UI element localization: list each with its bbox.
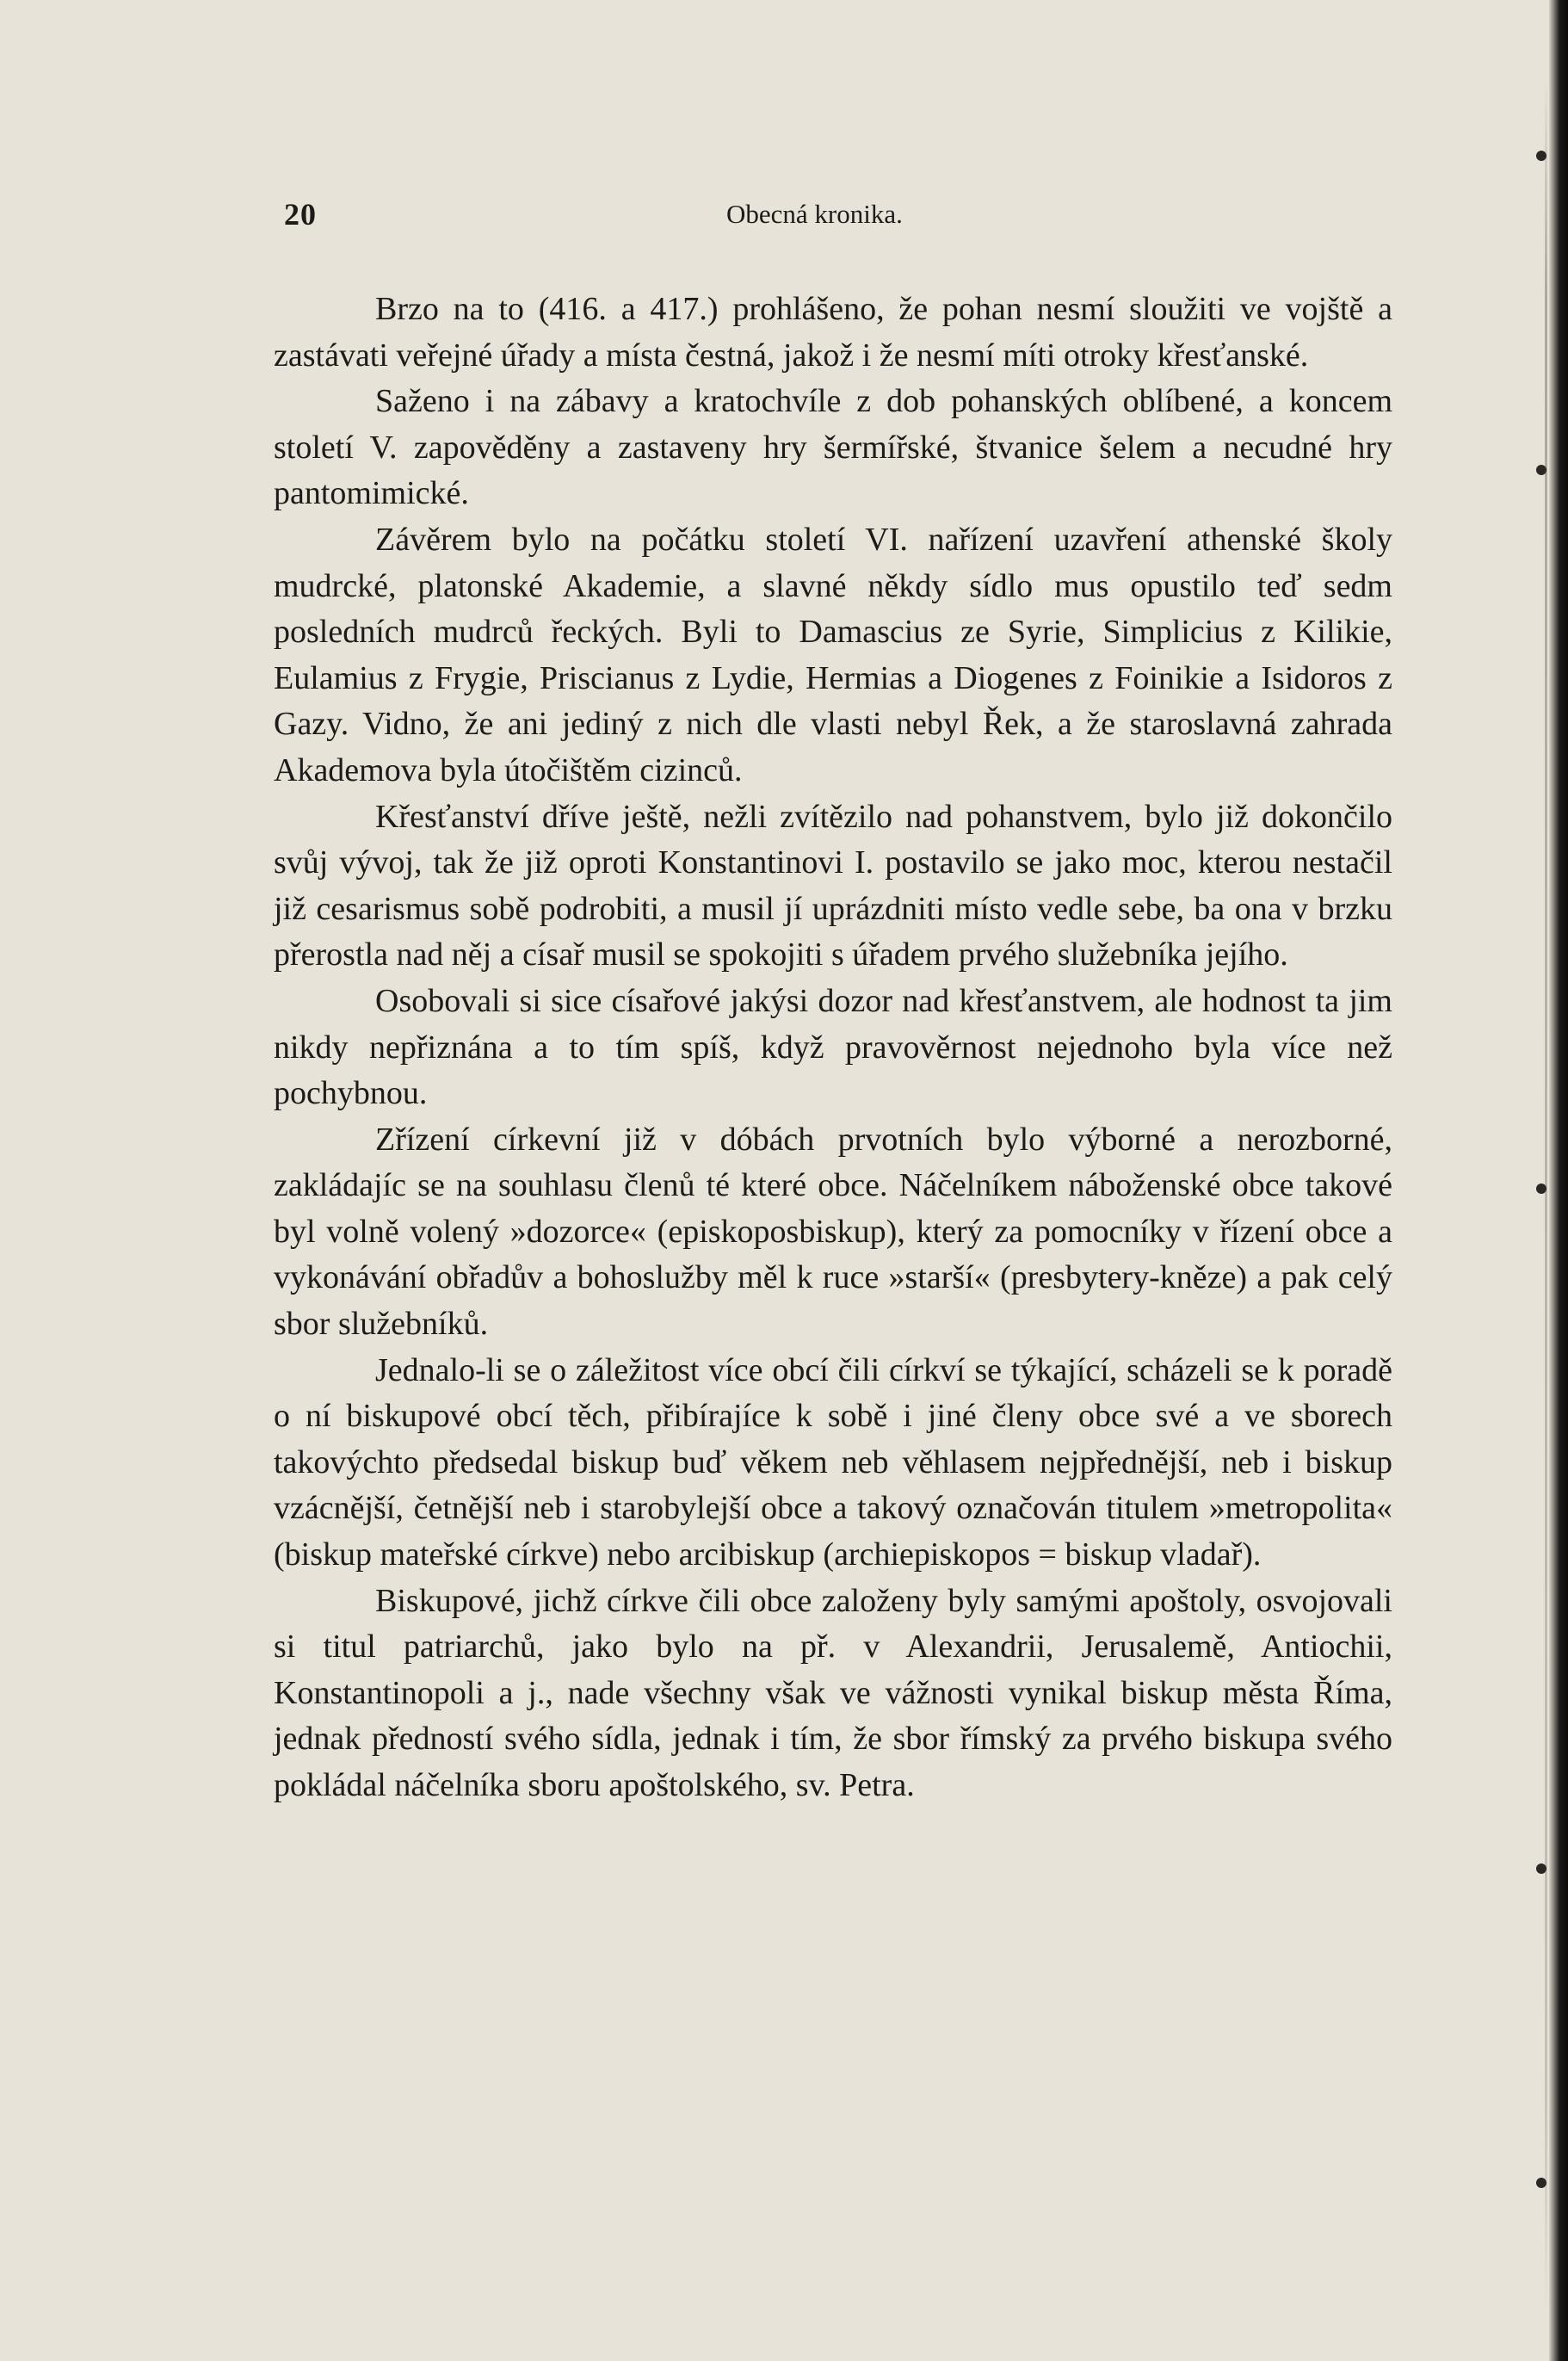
paragraph: Saženo i na zábavy a kratochvíle z dob pohanských oblíbené, a koncem století V. zapověděny a zastaveny hry šermířské, štvanice šelem a necudné hry pantomimické.: [274, 383, 1392, 512]
edge-mark: [1536, 1863, 1546, 1874]
page-number: 20: [284, 197, 317, 232]
running-title: Obecná kronika.: [726, 199, 903, 229]
paragraph: Závěrem bylo na počátku století VI. nařízení uzavření athenské školy mudrcké, platonské Akademie, a slavné někdy sídlo mus opustilo teď sedm posledních mudrců řeckých. Byli to Damascius ze Syrie, Simplicius z Kilikie, Eulamius z Frygie, Priscianus z Lydie, Hermias a Diogenes z Foinikie a Isidoros z Gazy. Vidno, že ani jediný z nich dle vlasti nebyl Řek, a že staroslavná zahrada Akademova byla útočištěm cizinců.: [274, 521, 1392, 788]
paragraph: Brzo na to (416. a 417.) prohlášeno, že pohan nesmí sloužiti ve vojště a zastávati veřejné úřady a místa čestná, jakož i že nesmí míti otroky křesťanské.: [274, 291, 1392, 374]
body-text: [274, 287, 1392, 1809]
edge-mark: [1536, 1184, 1546, 1194]
paragraph: Zřízení církevní již v dóbách prvotních bylo výborné a nerozborné, zakládajíc se na souhlasu členů té které obce. Náčelníkem náboženské obce takové byl volně volený »dozorce« (episkoposbiskup), který za pomocníky v řízení obce a vykonávání obřadův a bohoslužby měl k ruce »starší« (presbytery-kněze) a pak celý sbor služebníků.: [274, 1121, 1392, 1343]
edge-mark: [1536, 465, 1546, 475]
page-edge-rule: [1545, 77, 1547, 2315]
edge-mark: [1536, 151, 1546, 161]
paragraph: Křesťanství dříve ještě, nežli zvítězilo nad pohanstvem, bylo již dokončilo svůj vývoj, tak že již oproti Konstantinovi I. postavilo se jako moc, kterou nestačil již cesarismus sobě podrobiti, a musil jí uprázdniti místo vedle sebe, ba ona v brzku přerostla nad něj a císař musil se spokojiti s úřadem prvého služebníka jejího.: [274, 798, 1392, 973]
paragraph: Osobovali si sice císařové jakýsi dozor nad křesťanstvem, ale hodnost ta jim nikdy nepřiznána a to tím spíš, když pravověrnost nejednoho byla více než pochybnou.: [274, 982, 1392, 1112]
paragraph: Jednalo-li se o záležitost více obcí čili církví se týkající, scházeli se k poradě o ní biskupové obcí těch, přibírajíce k sobě i jiné členy obce své a ve sborech takovýchto předsedal biskup buď věkem neb věhlasem nejpřednější, neb i biskup vzácnější, četnější neb i starobylejší obce a takový označován titulem »metropolita« (biskup mateřské církve) nebo arcibiskup (archiepiskopos = biskup vladař).: [274, 1351, 1392, 1573]
binding-edge: [1549, 0, 1568, 2361]
edge-mark: [1536, 2178, 1546, 2188]
paragraph: Biskupové, jichž církve čili obce založeny byly samými apoštoly, osvojovali si titul patriarchů, jako bylo na př. v Alexandrii, Jerusalemě, Antiochii, Konstantinopoli a j., nade všechny však ve vážnosti vynikal biskup města Říma, jednak předností svého sídla, jednak i tím, že sbor římský za prvého biskupa svého pokládal náčelníka sboru apoštolského, sv. Petra.: [274, 1582, 1392, 1803]
page-header: [284, 196, 955, 234]
